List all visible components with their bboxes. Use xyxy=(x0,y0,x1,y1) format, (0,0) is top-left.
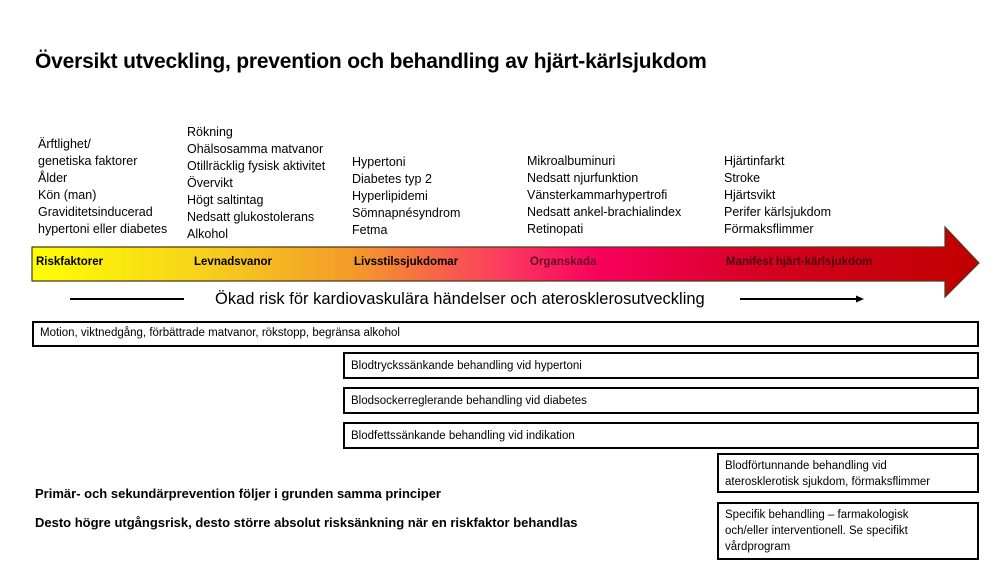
treatment-anticoagulant-line: aterosklerotisk sjukdom, förmaksflimmer xyxy=(725,476,931,488)
stage-livsstilssjukdomar: Livsstilssjukdomar xyxy=(354,256,459,268)
list-item: Förmaksflimmer xyxy=(724,222,814,236)
treatment-anticoagulant-line: Blodförtunnande behandling vid xyxy=(725,460,887,472)
stage-manifest: Manifest hjärt-kärlsjukdom xyxy=(726,256,873,268)
list-item: Hjärtinfarkt xyxy=(724,154,785,168)
page-title: Översikt utveckling, prevention och behandling av hjärt-kärlsjukdom xyxy=(35,50,707,73)
list-item: Övervikt xyxy=(187,176,233,190)
treatment-lifestyle-text: Motion, viktnedgång, förbättrade matvanor, rökstopp, begränsa alkohol xyxy=(40,327,400,339)
list-item: Hjärtsvikt xyxy=(724,188,776,202)
treatment-specific-line: Specifik behandling – farmakologisk xyxy=(725,509,909,521)
list-item: Ohälsosamma matvanor xyxy=(187,142,324,156)
note-prevention: Primär- och sekundärprevention följer i grunden samma principer xyxy=(35,486,441,501)
list-item: Nedsatt njurfunktion xyxy=(527,171,639,185)
list-item: Graviditetsinducerad xyxy=(38,205,153,219)
list-item: Ärftlighet/ xyxy=(38,137,91,151)
list-item: Nedsatt ankel-brachialindex xyxy=(527,205,682,219)
list-item: Högt saltintag xyxy=(187,193,264,207)
risk-line-left xyxy=(70,298,184,300)
list-item: hypertoni eller diabetes xyxy=(38,222,168,236)
list-item: Mikroalbuminuri xyxy=(527,154,616,168)
stage-organskada: Organskada xyxy=(530,256,597,268)
risk-line-text: Ökad risk för kardiovaskulära händelser och aterosklerosutveckling xyxy=(215,290,705,308)
treatment-anticoagulant-box xyxy=(717,453,979,493)
list-item: Rökning xyxy=(187,125,233,139)
list-item: Otillräcklig fysisk aktivitet xyxy=(187,159,326,173)
list-item: genetiska faktorer xyxy=(38,154,138,168)
treatment-bloodpressure-text: Blodtryckssänkande behandling vid hypertoni xyxy=(351,360,582,372)
list-item: Perifer kärlsjukdom xyxy=(724,205,831,219)
list-item: Hypertoni xyxy=(352,155,406,169)
treatment-lipids-box xyxy=(343,422,979,449)
list-item: Sömnapnésyndrom xyxy=(352,206,461,220)
treatment-lifestyle-box xyxy=(32,321,979,347)
treatment-bloodsugar-box xyxy=(343,387,979,414)
list-item: Kön (man) xyxy=(38,188,97,202)
risk-line-arrow-icon xyxy=(740,293,870,305)
list-item: Vänsterkammarhypertrofi xyxy=(527,188,668,202)
list-item: Fetma xyxy=(352,223,388,237)
list-item: Diabetes typ 2 xyxy=(352,172,432,186)
list-item: Stroke xyxy=(724,171,761,185)
stage-riskfaktorer: Riskfaktorer xyxy=(36,256,104,268)
treatment-specific-line: vårdprogram xyxy=(725,541,791,553)
list-item: Retinopati xyxy=(527,222,584,236)
list-item: Nedsatt glukostolerans xyxy=(187,210,315,224)
note-risk-reduction: Desto högre utgångsrisk, desto större absolut risksänkning när en riskfaktor behandlas xyxy=(35,515,578,530)
stage-levnadsvanor: Levnadsvanor xyxy=(194,256,272,268)
treatment-specific-box xyxy=(717,502,979,560)
list-item: Ålder xyxy=(38,171,68,185)
treatment-bloodpressure-box xyxy=(343,352,979,379)
treatment-bloodsugar-text: Blodsockerreglerande behandling vid diabetes xyxy=(351,395,587,407)
treatment-lipids-text: Blodfettssänkande behandling vid indikation xyxy=(351,430,575,442)
list-item: Hyperlipidemi xyxy=(352,189,428,203)
list-item: Alkohol xyxy=(187,227,228,241)
treatment-specific-line: och/eller interventionell. Se specifikt xyxy=(725,525,908,537)
